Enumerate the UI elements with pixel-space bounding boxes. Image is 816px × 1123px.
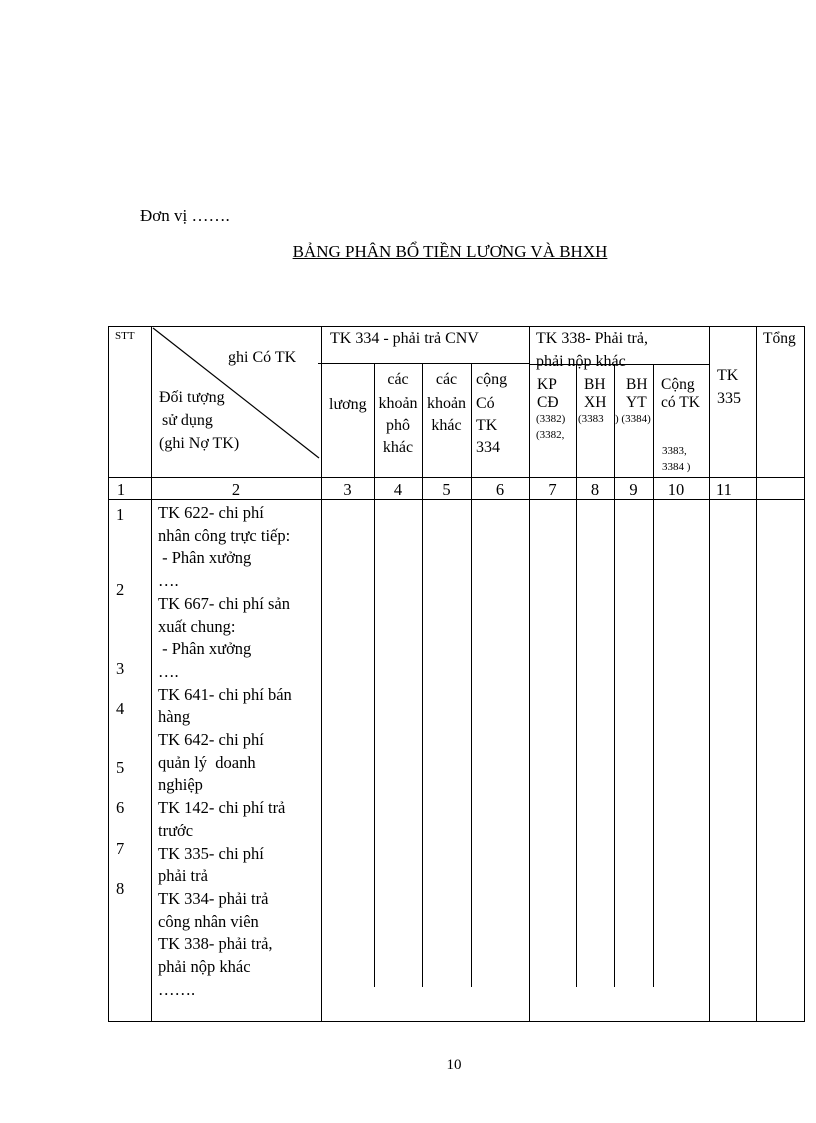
col-divider [756,326,757,1022]
unit-label: Đơn vị ……. [140,206,230,225]
column-number-rule [108,499,805,500]
cong-co-tk-line-2: có TK [661,394,700,411]
column-number: 5 [442,480,451,499]
col-divider [374,364,375,987]
column-number: 11 [716,480,732,499]
bhyt-line-2: YT [626,394,647,411]
cong-co-line-2: Có [476,395,495,412]
stt-value: 7 [116,839,125,858]
col-divider [422,364,423,987]
tk335-line-1: TK [717,367,739,384]
table-right-border [804,326,805,1022]
stt-header: STT [115,330,135,342]
doi-tuong-line-2: sử dụng [162,412,213,429]
bhxh-line-3: (3383 [578,413,604,425]
column-number: 4 [393,480,403,499]
col-divider [614,364,615,987]
stt-value: 1 [116,505,125,524]
pho-khac-line-3: phô [386,417,410,434]
doi-tuong-line-3: (ghi Nợ TK) [159,435,240,452]
row-label-line: trước [158,820,194,840]
col-divider [653,364,654,987]
row-label-line: TK 338- phải trả, [158,934,273,954]
luong-header: lương [329,396,367,413]
khoan-khac-line-3: khác [431,417,462,434]
khoan-khac-line-1: các [435,371,458,388]
row-label-line: TK 142- chi phí trả [158,798,286,818]
kpcd-line-4: (3382, [536,429,565,441]
kpcd-line-3: (3382) [536,413,566,425]
row-label-line: ……. [158,979,196,999]
row-label-line: TK 667- chi phí sản [158,593,290,613]
table-bottom-border [108,1021,805,1022]
row-label-line: - Phân xưởng [158,639,252,659]
column-number: 9 [629,480,638,499]
cong-co-tk-line-4: 3384 ) [662,461,691,473]
row-label-line: - Phân xưởng [158,548,252,568]
bhxh-line-2: XH [584,394,607,411]
header-rule [108,477,805,478]
page-number: 10 [446,1057,462,1073]
row-label-line: nghiệp [158,775,203,795]
doi-tuong-line-1: Đối tượng [159,389,225,406]
tk338-group-line-2: phải nộp khác [536,353,626,370]
tk335-line-2: 335 [717,390,741,407]
column-number: 10 [667,480,685,499]
table-left-border [108,326,109,1022]
column-number: 8 [590,480,600,499]
bhxh-line-1: BH [584,376,606,393]
row-label-line: hàng [158,707,191,727]
kpcd-line-1: KP [537,376,557,393]
column-number: 1 [116,480,126,499]
pho-khac-line-1: các [387,371,409,388]
row-label-line: TK 642- chi phí [158,730,264,750]
tk338-group-line-1: TK 338- Phải trả, [536,330,648,347]
cong-co-tk-line-1: Cộng [661,376,695,393]
cong-co-tk-line-3: 3383, [662,445,687,457]
bhyt-line-3: ) (3384) [615,413,651,425]
stt-value: 8 [116,879,125,898]
row-label-line: phải nộp khác [158,957,251,977]
row-label-line: …. [158,661,179,681]
col-divider [576,364,577,987]
row-label-line: TK 335- chi phí [158,843,264,863]
row-label-line: TK 641- chi phí bán [158,684,292,704]
column-number: 2 [231,480,241,499]
row-label-line: công nhân viên [158,911,259,931]
row-label-line: nhân công trực tiếp: [158,525,291,545]
kpcd-line-2: CĐ [537,394,559,411]
tong-header: Tổng [763,330,796,347]
cong-co-line-4: 334 [476,439,500,456]
stt-value: 4 [116,699,125,718]
column-number: 6 [495,480,505,499]
cong-co-line-3: TK [476,417,498,434]
col-divider [529,326,530,1022]
row-labels [158,502,320,1001]
ghi-co-header: ghi Có TK [228,349,297,366]
cong-co-line-1: cộng [476,371,508,388]
tk334-group-rule [318,363,529,364]
stt-value: 5 [116,758,125,777]
pho-khac-line-2: khoản [378,395,418,412]
row-label-line: …. [158,571,179,591]
row-label-line: phải trả [158,866,208,886]
row-label-line: TK 622- chi phí [158,503,264,522]
col-divider [321,326,322,1022]
row-label-line: xuất chung: [158,616,236,636]
stt-value: 2 [116,580,125,599]
row-label-line: TK 334- phải trả [158,888,269,908]
pho-khac-line-4: khác [382,439,414,456]
col-divider [471,364,472,987]
document-title: BẢNG PHÂN BỔ TIỀN LƯƠNG VÀ BHXH [292,242,608,261]
stt-value: 3 [116,659,125,678]
tk334-group-header: TK 334 - phải trả CNV [330,330,479,347]
col-divider [709,326,710,1022]
khoan-khac-line-2: khoản [426,395,467,412]
column-number: 7 [548,480,557,499]
row-label-line: quản lý doanh [158,752,256,772]
stt-value: 6 [116,798,125,817]
bhyt-line-1: BH [626,376,648,393]
column-number: 3 [343,480,352,499]
